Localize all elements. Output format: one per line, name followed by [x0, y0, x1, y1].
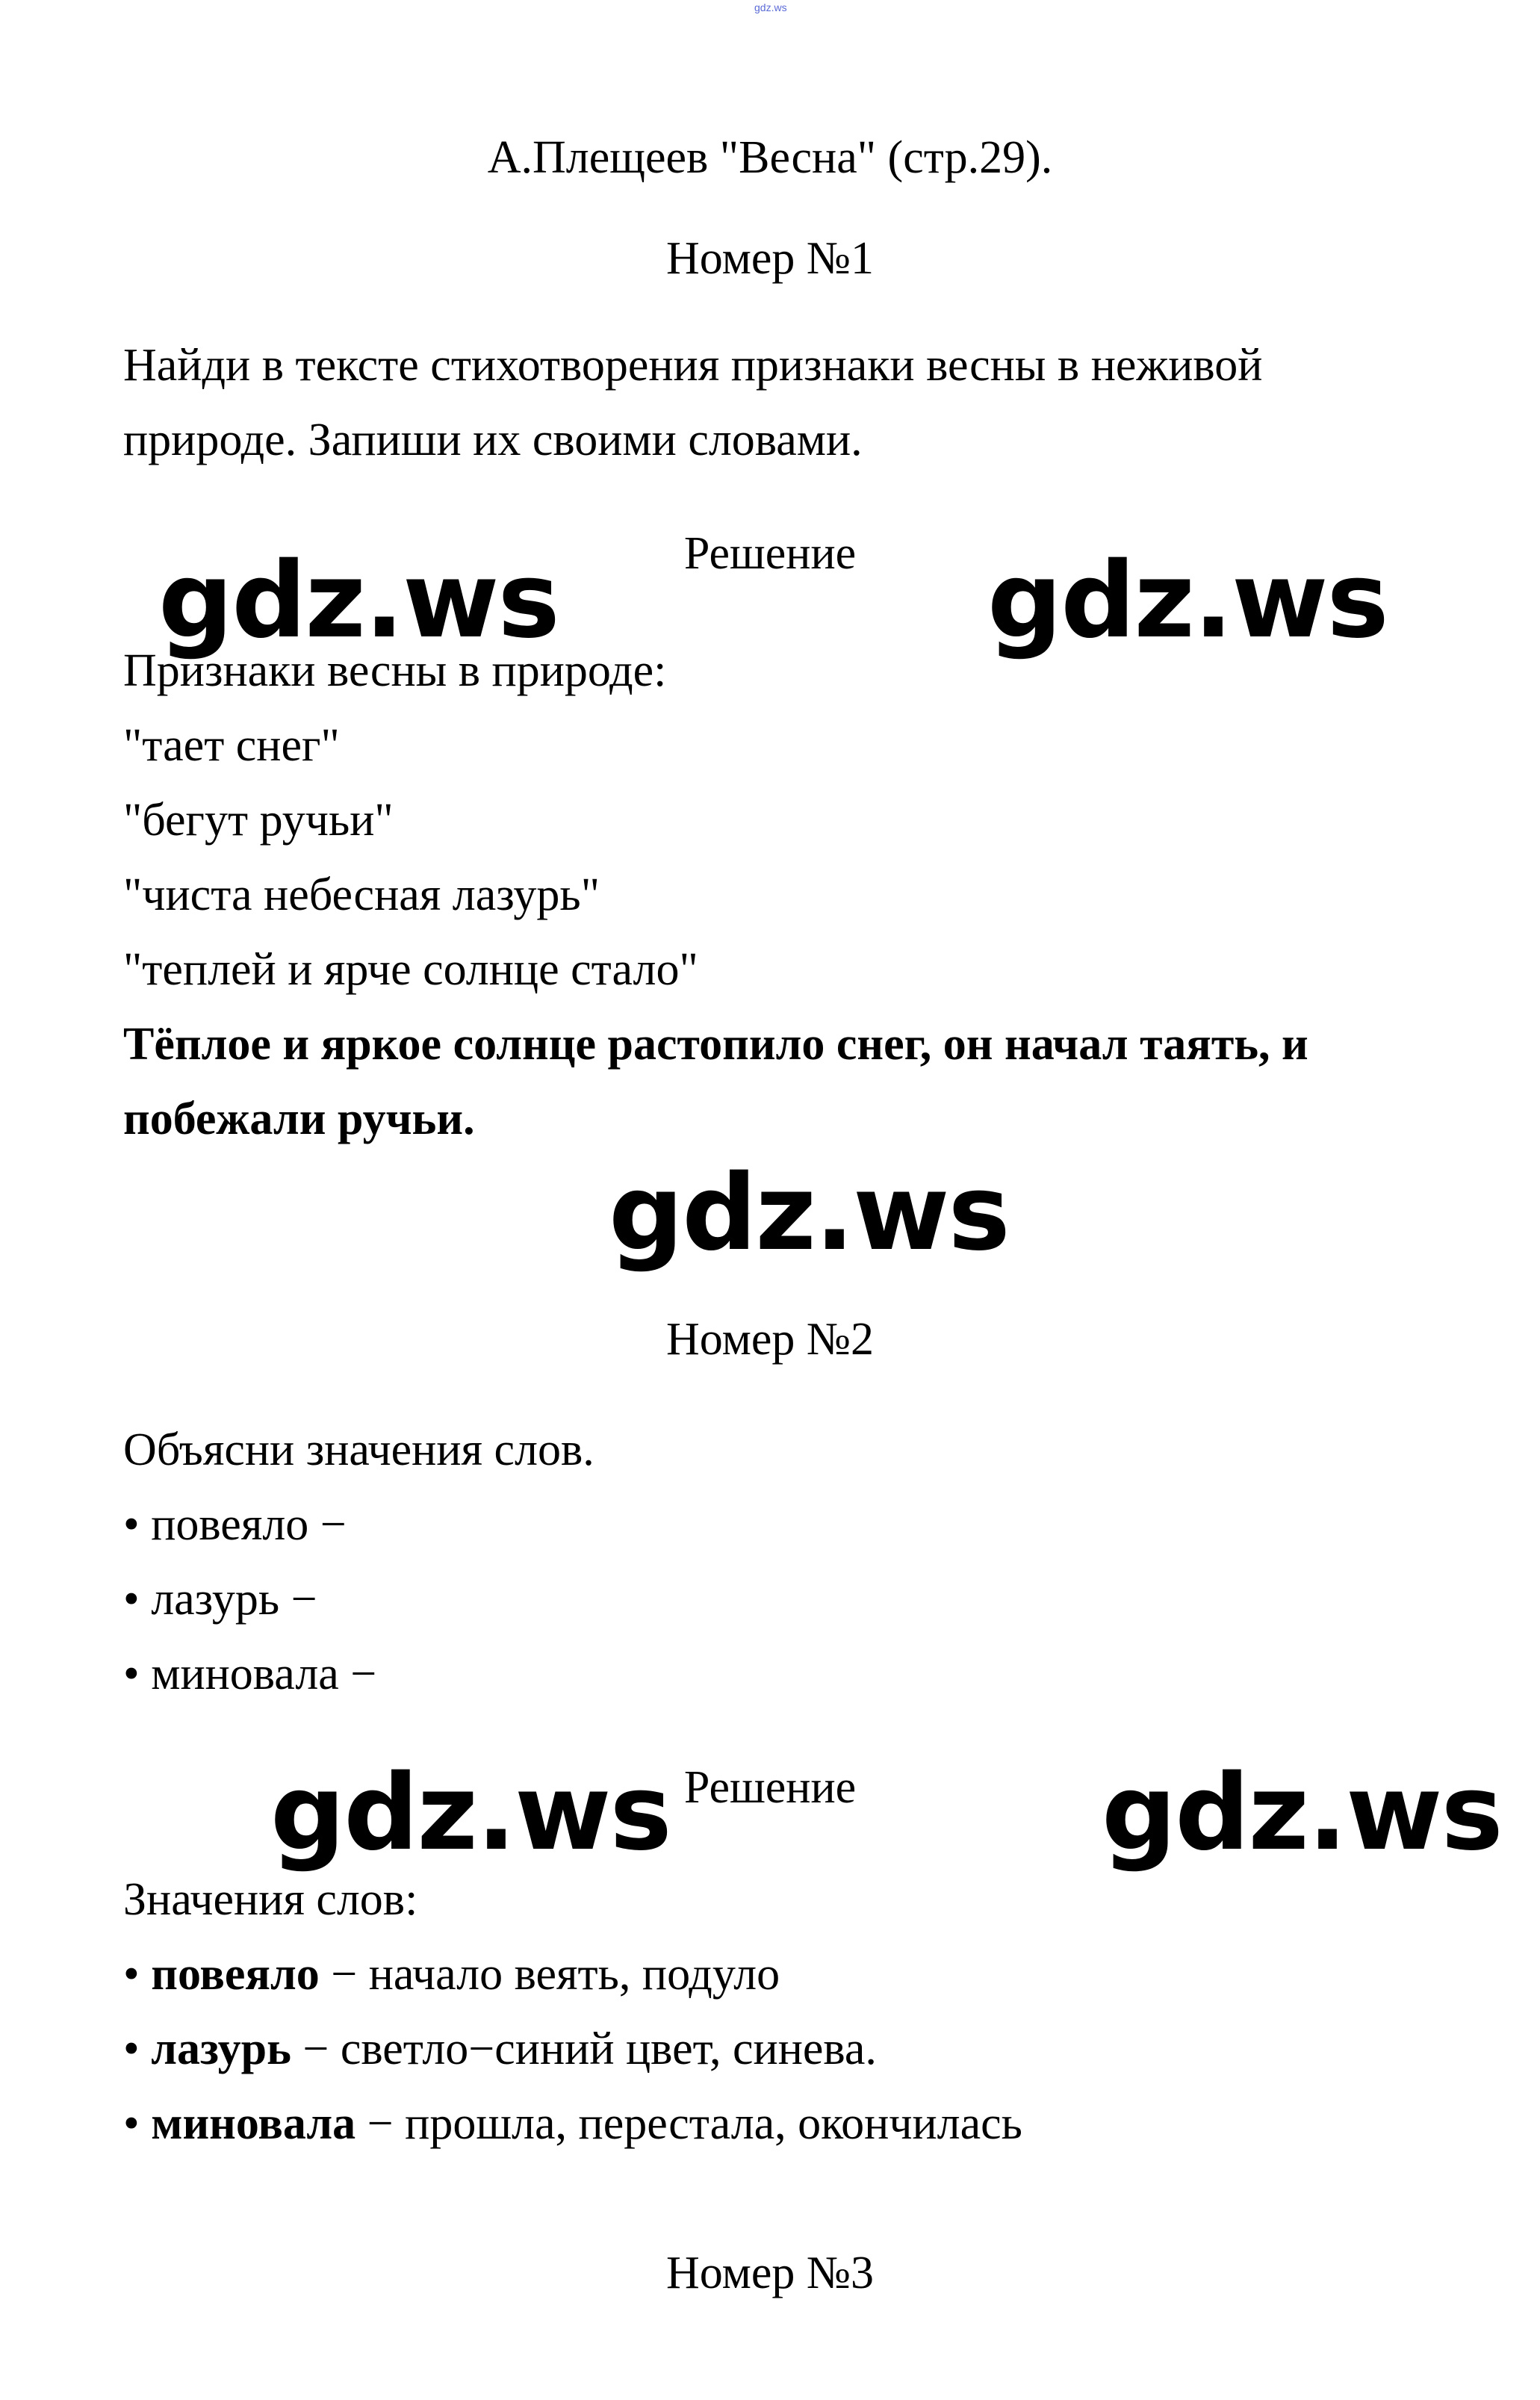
task2-answer — [123, 1949, 780, 2000]
task1-number: Номер №1 — [665, 233, 874, 284]
answer-bullet: • — [123, 2098, 152, 2149]
task2-answer-heading: Значения слов: — [123, 1874, 418, 1925]
answer-definition: − прошла, перестала, окончилась — [355, 2098, 1022, 2149]
watermark: gdz.ws — [609, 1153, 1009, 1274]
task1-line: "бегут ручьи" — [123, 795, 394, 846]
task2-answer — [123, 2026, 877, 2072]
task3-number: Номер №3 — [665, 2248, 874, 2298]
task2-solution-label: Решение — [683, 1762, 857, 1813]
task2-item: • повеяло − — [123, 1499, 347, 1550]
task2-answer — [123, 2100, 1022, 2147]
task1-question-line2: природе. Запиши их своими словами. — [123, 415, 863, 465]
answer-bullet: • — [123, 2024, 152, 2074]
task1-answer-line1: Тёплое и яркое солнце растопило снег, он начал таять, и — [123, 1019, 1308, 1070]
watermark: gdz.ws — [987, 540, 1388, 662]
task2-item: • миновала − — [123, 1649, 377, 1699]
watermark: gdz.ws — [270, 1752, 671, 1874]
task2-question: Объясни значения слов. — [123, 1424, 594, 1475]
answer-bullet: • — [123, 1949, 152, 2000]
task2-item: • лазурь − — [123, 1574, 317, 1625]
task1-line: Признаки весны в природе: — [123, 645, 667, 696]
task1-line: "тает снег" — [123, 720, 340, 771]
task2-number: Номер №2 — [665, 1314, 874, 1365]
answer-term: миновала — [151, 2098, 356, 2149]
top-site-mark: gdz.ws — [754, 1, 787, 13]
answer-term: повеяло — [151, 1949, 320, 2000]
task1-answer-line2: побежали ручьи. — [123, 1094, 475, 1144]
answer-term: лазурь — [151, 2024, 291, 2074]
answer-definition: − светло−синий цвет, синева. — [291, 2024, 877, 2074]
answer-definition: − начало веять, подуло — [319, 1949, 780, 2000]
watermark: gdz.ws — [158, 540, 559, 662]
task1-solution-label: Решение — [683, 528, 857, 579]
task1-line: "чиста небесная лазурь" — [123, 869, 600, 920]
page-title: А.Плещеев "Весна" (стр.29). — [487, 132, 1053, 183]
watermark: gdz.ws — [1102, 1752, 1502, 1874]
task1-line: "теплей и ярче солнце стало" — [123, 944, 698, 995]
task1-question-line1: Найди в тексте стихотворения признаки весны в неживой — [123, 340, 1263, 391]
